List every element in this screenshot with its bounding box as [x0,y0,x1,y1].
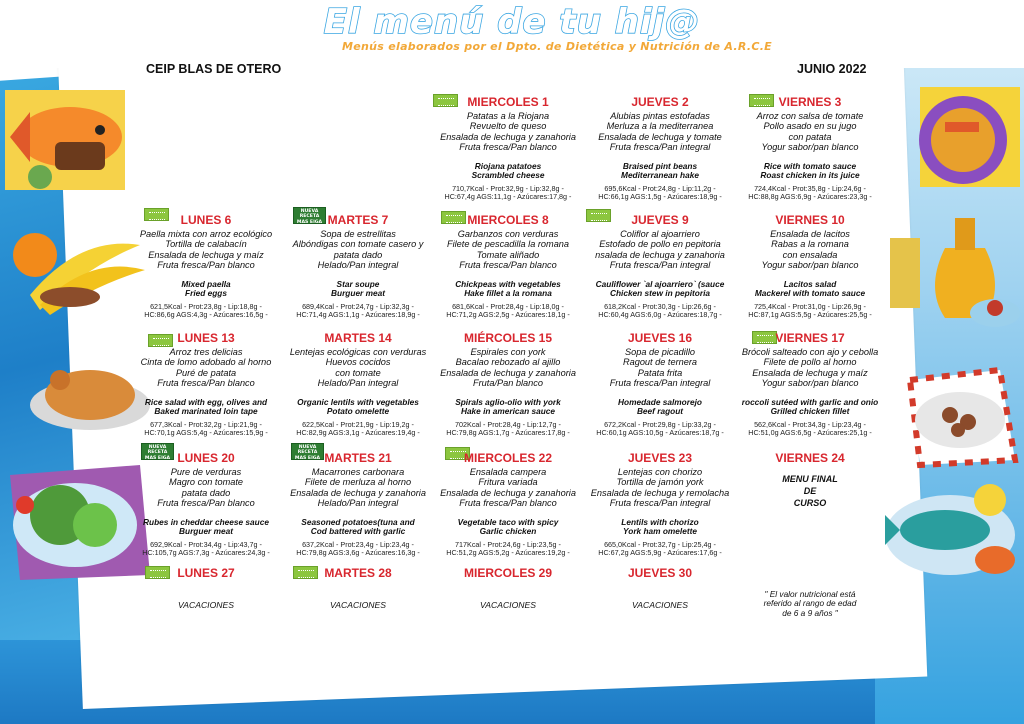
day-title: VIERNES 3 [778,95,842,109]
dish-line-es: Fruta fresca/Pan integral [609,260,711,271]
nutrition-info: HC:79,8g AGS:3,6g - Azúcares:16,3g - [296,548,420,558]
holiday-label: VACACIONES [330,600,386,610]
final-menu-text: DE [803,486,817,497]
menu-day-cell [735,95,885,201]
dish-line-es: Fritura variada [478,477,538,488]
day-title: LUNES 6 [180,213,232,227]
dish-line-es: Ensalada de lechuga y maíz [752,367,868,378]
day-title: MARTES 7 [327,213,389,227]
nutrition-note [735,590,885,618]
dish-line-es: Ensalada de lacitos [770,229,850,239]
dish-line-es: patata dado [333,249,383,260]
dish-line-en: Garlic chicken [479,526,537,537]
dish-line-es: Ensalada campera [469,467,547,477]
dish-line-es: Fruta fresca/Pan integral [609,142,711,153]
nutrition-info: HC:79,8g AGS:1,7g - Azúcares:17,8g - [446,428,570,438]
dish-line-es: Puré de patata [175,367,237,378]
dish-line-es: Macarrones carbonara [311,467,405,477]
menu-day-cell [585,331,735,437]
menu-day-cell [131,451,281,557]
dish-line-es: Tortilla de jamón york [616,477,704,488]
day-title: VIERNES 17 [775,331,845,345]
dish-line-es: Filete de pescadilla la romana [446,239,570,250]
dish-line-en: Lentils with chorizo [621,516,699,527]
dish-line-es: Pure de verduras [170,467,242,477]
nutrition-info: 562,6Kcal - Prot:34,3g - Lip:23,4g - [754,419,866,429]
dish-line-en: Seasoned potatoes(tuna and [301,516,415,527]
dish-line-en: Mixed paella [181,278,231,289]
dish-line-es: Fruta fresca/Pan blanco [157,260,255,271]
dish-line-en: Beef ragout [636,406,684,417]
dish-line-en: Cod battered with garlic [310,526,406,537]
dish-line-es: Filete de merluza al horno [304,477,412,488]
nutrition-info: 717Kcal - Prot:24,6g - Lip:23,5g - [455,539,561,549]
nutrition-info: HC:67,2g AGS:5,9g - Azúcares:17,6g - [598,548,722,558]
dish-line-en: Rice with tomato sauce [763,160,857,171]
dish-line-es: con ensalada [782,249,838,260]
dish-line-es: Fruta fresca/Pan integral [609,498,711,509]
nutrition-info: HC:60,4g AGS:6,0g - Azúcares:18,7g - [598,310,722,320]
page-subtitle: Menús elaborados por el Dpto. de Dietética y Nutrición de A.R.C.E [342,40,772,53]
dish-line-es: Arroz tres delicias [169,347,243,357]
dish-line-en: Star soupe [336,278,380,289]
menu-day-cell [131,213,281,319]
day-title: MIERCOLES 8 [467,213,549,227]
menu-day-cell [735,451,885,509]
dish-line-es: Bacalao rebozado al ajillo [455,357,561,368]
holiday-label: VACACIONES [480,600,536,610]
dish-line-es: Fruta fresca/Pan blanco [459,142,557,153]
dish-line-es: Albóndigas con tomate casero y [292,239,424,250]
holiday-label: VACACIONES [632,600,688,610]
dish-line-en: Mediterranean hake [621,170,699,181]
dish-line-es: con patata [788,131,832,142]
dish-line-es: Arroz con salsa de tomate [756,111,864,121]
dish-line-es: con tomate [335,367,381,378]
dish-line-es: Lentejas con chorizo [617,467,703,477]
day-title: JUEVES 2 [631,95,689,109]
nutrition-info: HC:87,1g AGS:5,5g - Azúcares:25,5g - [748,310,872,320]
dish-line-en: Baked marinated loin tape [154,406,258,417]
dish-line-es: Yogur sabor/pan blanco [761,260,859,271]
new-recipe-badge-icon: NUEVA RECETA MAS EIGA [291,443,324,460]
dish-line-en: Riojana patatoes [474,160,542,171]
dish-line-en: Fried eggs [185,288,227,299]
dish-line-es: Ensalada de lechuga y zanahoria [440,131,576,142]
nutrition-info: 702Kcal - Prot:28,4g - Lip:12,7g - [455,419,561,429]
dish-line-es: Helado/Pan integral [317,498,399,509]
nutrition-info: 622,5Kcal - Prot:21,9g - Lip:19,2g - [302,419,414,429]
dish-line-en: Scrambled cheese [471,170,545,181]
new-recipe-badge-icon: NUEVA RECETA MAS EIGA [141,443,174,460]
dish-line-en: Braised pint beans [622,160,698,171]
menu-day-cell [585,213,735,319]
nutrition-info: 689,4Kcal - Prot:24,7g - Lip:32,3g - [302,301,414,311]
day-title: VIERNES 24 [775,451,845,465]
dish-line-en: Homedade salmorejo [618,396,702,407]
dish-line-es: Coliflor al ajoarriero [620,229,700,239]
menu-day-cell [433,451,583,557]
dish-line-es: Fruta fresca/Pan integral [609,378,711,389]
dish-line-es: Alubias pintas estofadas [610,111,710,121]
oil-bottle-illustration [885,208,1024,338]
day-title: JUEVES 9 [631,213,689,227]
dish-line-es: Tomate aliñado [476,249,540,260]
dish-line-en: Burguer meat [179,526,233,537]
nutrition-info: HC:66,1g AGS:1,5g - Azúcares:18,9g - [598,192,722,202]
dish-line-es: Patata frita [637,367,683,378]
menu-day-cell [283,213,433,319]
nutrition-info: 621,5Kcal - Prot:23,8g - Lip:18,8g - [150,301,262,311]
menu-day-cell [585,566,735,611]
dish-line-en: Spirals aglio-olio with york [455,396,561,407]
day-title: JUEVES 16 [627,331,693,345]
dish-line-es: Magro con tomate [168,477,244,488]
dish-line-en: Chickpeas with vegetables [455,278,561,289]
dish-line-en: York ham omelette [623,526,697,537]
note-line: de 6 a 9 años " [782,607,838,618]
menu-day-cell [433,566,583,611]
note-line: " El valor nutricional está [764,589,856,599]
final-menu-text: MENU FINAL [782,474,838,484]
new-recipe-badge-icon: NUEVA RECETA MAS EIGA [293,207,326,224]
nutrition-info: 725,4Kcal - Prot:31,0g - Lip:26,9g - [754,301,866,311]
dish-line-es: Cinta de lomo adobado al horno [140,357,272,368]
dish-line-en: Burguer meat [331,288,385,299]
menu-day-cell [735,213,885,319]
dish-line-es: Yogur sabor/pan blanco [761,378,859,389]
day-title: MIERCOLES 22 [463,451,553,465]
dish-line-es: Helado/Pan integral [317,260,399,271]
nutrition-info: HC:70,1g AGS:5,4g - Azúcares:15,9g - [144,428,268,438]
dish-line-es: Filete de pollo al horno [763,357,857,368]
dish-line-es: Fruta fresca/Pan blanco [459,498,557,509]
dish-line-es: Espirales con york [470,347,546,357]
nutrition-info: HC:51,2g AGS:5,2g - Azúcares:19,2g - [446,548,570,558]
school-name: CEIP BLAS DE OTERO [146,62,282,76]
dish-line-es: Rabas a la romana [771,239,849,250]
dish-line-es: patata dado [181,487,231,498]
dish-line-es: Ragout de ternera [622,357,698,368]
dish-line-es: Patatas a la Riojana [466,111,550,121]
menu-day-cell [433,331,583,437]
dish-line-en: Grilled chicken fillet [770,406,850,417]
nutrition-info: 695,6Kcal - Prot:24,8g - Lip:11,2g - [604,183,716,193]
dish-line-es: Ensalada de lechuga y remolacha [590,487,730,498]
menu-day-cell [585,95,735,201]
menu-month: JUNIO 2022 [797,62,867,76]
dish-line-en: Cauliflower `al ajoarriero` (sauce [595,278,725,289]
note-line: referido al rango de edad [763,598,857,609]
dish-line-en: Lacitos salad [783,278,837,289]
fish-plate-illustration [0,82,150,202]
menu-day-cell [131,331,281,437]
nutrition-info: HC:105,7g AGS:7,3g - Azúcares:24,3g - [142,548,270,558]
dish-line-en: Vegetable taco with spicy [457,516,559,527]
dish-line-es: Fruta/Pan blanco [473,378,543,389]
dish-line-es: Revuelto de queso [469,121,547,132]
nutrition-info: 692,9Kcal - Prot:34,4g - Lip:43,7g - [150,539,262,549]
day-title: JUEVES 30 [627,566,693,580]
menu-day-cell [433,213,583,319]
day-title: JUEVES 23 [627,451,693,465]
nutrition-info: 710,7Kcal - Prot:32,9g - Lip:32,8g - [452,183,564,193]
dish-line-en: Organic lentils with vegetables [297,396,419,407]
dish-line-es: Fruta fresca/Pan blanco [157,378,255,389]
menu-day-cell [131,566,281,611]
nutrition-info: HC:67,4g AGS:11,1g - Azúcares:17,8g - [444,192,572,202]
nutrition-info: HC:82,9g AGS:3,1g - Azúcares:19,4g - [296,428,420,438]
nutrition-info: 637,2Kcal - Prot:23,4g - Lip:23,4g - [302,539,414,549]
nutrition-info: HC:71,2g AGS:2,5g - Azúcares:18,1g - [446,310,570,320]
holiday-label: VACACIONES [178,600,234,610]
dish-line-es: Sopa de estrellitas [320,229,396,239]
dish-line-es: Paella mixta con arroz ecológico [139,229,273,239]
dish-line-es: nsalada de lechuga y zanahoria [595,249,725,260]
dish-line-es: Fruta fresca/Pan blanco [459,260,557,271]
dish-line-es: Brócoli salteado con ajo y cebolla [741,347,879,357]
menu-day-cell [433,95,583,201]
dish-line-en: Roast chicken in its juice [760,170,860,181]
dish-line-en: roccoli sutéed with garlic and onio [741,396,879,407]
dish-line-es: Garbanzos con verduras [457,229,559,239]
dish-line-en: Hake in american sauce [460,406,556,417]
nutrition-info: HC:71,4g AGS:1,1g - Azúcares:18,9g - [296,310,420,320]
day-title: MIERCOLES 29 [463,566,553,580]
day-title: VIERNES 10 [775,213,845,227]
menu-day-cell [735,331,885,437]
nutrition-info: 724,4Kcal - Prot:35,8g - Lip:24,6g - [754,183,866,193]
menu-day-cell [585,451,735,557]
day-title: LUNES 20 [177,451,235,465]
nutrition-info: 665,0Kcal - Prot:32,7g - Lip:25,4g - [604,539,716,549]
dish-line-en: Rice salad with egg, olives and [144,396,268,407]
fruit-illustration [0,215,150,315]
dish-line-es: Lentejas ecológicas con verduras [289,347,427,357]
day-title: LUNES 27 [177,566,235,580]
menu-day-cell [283,331,433,437]
menu-day-cell [283,566,433,611]
dish-line-es: Ensalada de lechuga y maíz [148,249,264,260]
chicken-plate-illustration [905,82,1024,192]
dish-line-es: Huevos cocidos [325,357,391,368]
nutrition-info: 618,2Kcal - Prot:30,3g - Lip:26,6g - [604,301,716,311]
pasta-plate-illustration [890,360,1024,470]
dish-line-es: Sopa de picadillo [625,347,695,357]
dish-line-es: Yogur sabor/pan blanco [761,142,859,153]
dish-line-es: Fruta fresca/Pan blanco [157,498,255,509]
menu-day-cell [283,451,433,557]
day-title: MARTES 21 [324,451,392,465]
dish-line-en: Mackerel with tomato sauce [754,288,866,299]
dish-line-es: Merluza a la mediterranea [606,121,714,132]
dish-line-es: Ensalada de lechuga y zanahoria [290,487,426,498]
day-title: LUNES 13 [177,331,235,345]
dish-line-es: Ensalada de lechuga y zanahoria [440,487,576,498]
nutrition-info: HC:88,8g AGS:6,9g - Azúcares:23,3g - [748,192,872,202]
page-title: El menú de tu hij@ [323,2,701,42]
dish-line-es: Ensalada de lechuga y zanahoria [440,367,576,378]
final-menu-text: CURSO [793,498,827,509]
dish-line-en: Rubes in cheddar cheese sauce [143,516,269,527]
dish-line-es: Helado/Pan integral [317,378,399,389]
dish-line-es: Pollo asado en su jugo [763,121,857,132]
dish-line-es: Estofado de pollo en pepitoria [599,239,721,250]
day-title: MARTES 28 [324,566,392,580]
day-title: MIERCOLES 1 [467,95,549,109]
day-title: MARTES 14 [324,331,392,345]
nutrition-info: 681,6Kcal - Prot:28,4g - Lip:18,0g - [452,301,564,311]
nutrition-info: HC:51,0g AGS:6,5g - Azúcares:25,1g - [748,428,872,438]
nutrition-info: HC:86,6g AGS:4,3g - Azúcares:16,5g - [144,310,268,320]
nutrition-info: 672,2Kcal - Prot:29,8g - Lip:33,2g - [604,419,716,429]
nutrition-info: HC:60,1g AGS:10,5g - Azúcares:18,7g - [596,428,724,438]
dish-line-en: Hake fillet a la romana [464,288,552,299]
dish-line-es: Ensalada de lechuga y tomate [598,131,722,142]
dish-line-en: Chicken stew in pepitoria [609,288,711,299]
dish-line-en: Potato omelette [326,406,390,417]
fish-dish-illustration [880,470,1024,590]
dish-line-es: Tortilla de calabacín [165,239,247,250]
day-title: MIÉRCOLES 15 [463,331,553,345]
nutrition-info: 677,3Kcal - Prot:32,2g - Lip:21,9g - [150,419,262,429]
